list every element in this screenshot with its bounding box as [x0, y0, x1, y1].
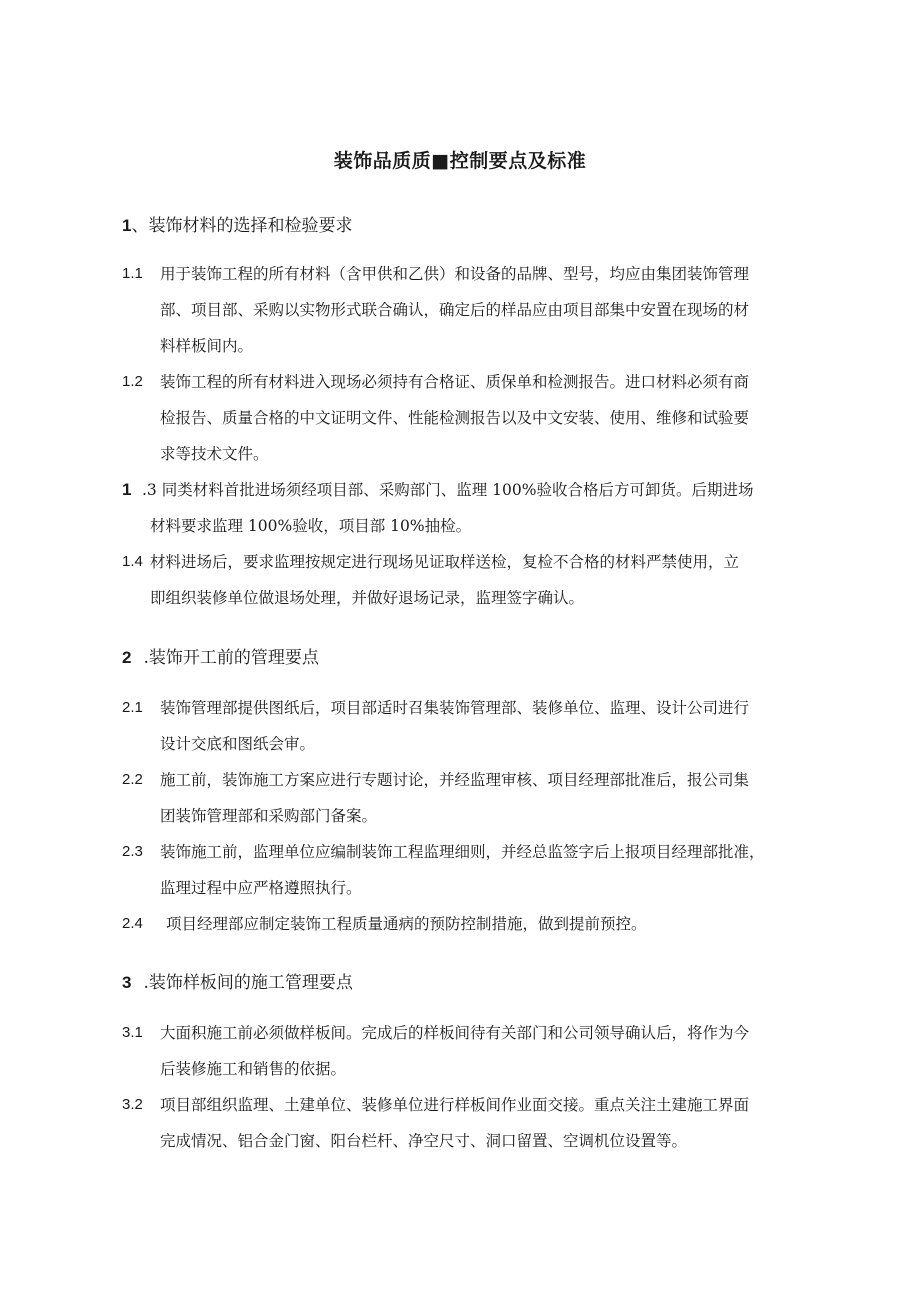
- clause-number: 2.4: [122, 915, 143, 932]
- clause-1-3: [122, 472, 802, 544]
- clause-3-2: [122, 1087, 802, 1159]
- clause-line: 即组织装修单位做退场处理，并做好退场记录，监理签字确认。: [150, 589, 585, 607]
- clause-line: 设计交底和图纸会审。: [160, 735, 316, 753]
- section-2-heading: [122, 643, 319, 668]
- section-3-heading: [122, 968, 353, 993]
- section-number: 3: [122, 973, 132, 992]
- clause-number: 1: [122, 480, 132, 499]
- clause-line: 完成情况、铝合金门窗、阳台栏杆、净空尺寸、洞口留置、空调机位设置等。: [160, 1132, 688, 1150]
- clause-line: 监理过程中应严格遵照执行。: [160, 879, 362, 897]
- section-1-heading: [122, 211, 352, 236]
- clause-number: 1.4: [122, 553, 143, 570]
- clause-2-1: [122, 690, 802, 762]
- clause-line: 项目经理部应制定装饰工程质量通病的预防控制措施，做到提前预控。: [166, 915, 647, 933]
- clause-2-2: [122, 762, 802, 834]
- clause-line: 材料要求监理 100%验收，项目部 10%抽检。: [150, 517, 472, 535]
- section-number: 2: [122, 648, 132, 667]
- clause-line: .3 同类材料首批进场须经项目部、采购部门、监理 100%验收合格后方可卸货。后期进场: [142, 481, 754, 499]
- clause-3-1: [122, 1015, 802, 1087]
- clause-2-4: [122, 906, 802, 942]
- clause-number: 2.3: [122, 843, 143, 860]
- clause-line: 装饰工程的所有材料进入现场必须持有合格证、质保单和检测报告。进口材料必须有商: [160, 373, 750, 391]
- clause-line: 施工前，装饰施工方案应进行专题讨论，并经监理审核、项目经理部批准后，报公司集: [160, 771, 750, 789]
- section-title: .装饰样板间的施工管理要点: [143, 973, 353, 993]
- clause-line: 团装饰管理部和采购部门备案。: [160, 807, 378, 825]
- clause-line: 装饰施工前，监理单位应编制装饰工程监理细则，并经总监签字后上报项目经理部批准，: [160, 843, 765, 861]
- clause-line: 料样板间内。: [160, 337, 254, 355]
- section-title: 、装饰材料的选择和检验要求: [131, 216, 353, 236]
- clause-line: 项目部组织监理、土建单位、装修单位进行样板间作业面交接。重点关注土建施工界面: [160, 1096, 750, 1114]
- clause-1-4: [122, 544, 802, 616]
- clause-number: 1.1: [122, 265, 143, 282]
- clause-line: 装饰管理部提供图纸后，项目部适时召集装饰管理部、装修单位、监理、设计公司进行: [160, 699, 750, 717]
- clause-number: 3.2: [122, 1096, 143, 1113]
- clause-number: 2.1: [122, 699, 143, 716]
- clause-1-1: [122, 256, 802, 364]
- clause-line: 检报告、质量合格的中文证明文件、性能检测报告以及中文安装、使用、维修和试验要: [160, 409, 750, 427]
- clause-line: 部、项目部、采购以实物形式联合确认，确定后的样品应由项目部集中安置在现场的材: [160, 301, 750, 319]
- clause-line: 后装修施工和销售的依据。: [160, 1060, 347, 1078]
- clause-line: 材料进场后，要求监理按规定进行现场见证取样送检，复检不合格的材料严禁使用，立: [150, 553, 740, 571]
- section-title: .装饰开工前的管理要点: [143, 648, 319, 668]
- clause-1-2: [122, 364, 802, 472]
- clause-2-3: [122, 834, 802, 906]
- document-title: 装饰品质质■控制要点及标准: [333, 150, 587, 172]
- clause-number: 3.1: [122, 1024, 143, 1041]
- clause-number: 2.2: [122, 771, 143, 788]
- clause-line: 求等技术文件。: [160, 445, 269, 463]
- section-number: 1: [122, 216, 132, 235]
- clause-line: 用于装饰工程的所有材料（含甲供和乙供）和设备的品牌、型号，均应由集团装饰管理: [160, 265, 750, 283]
- clause-line: 大面积施工前必须做样板间。完成后的样板间待有关部门和公司领导确认后，将作为今: [160, 1024, 750, 1042]
- clause-number: 1.2: [122, 373, 143, 390]
